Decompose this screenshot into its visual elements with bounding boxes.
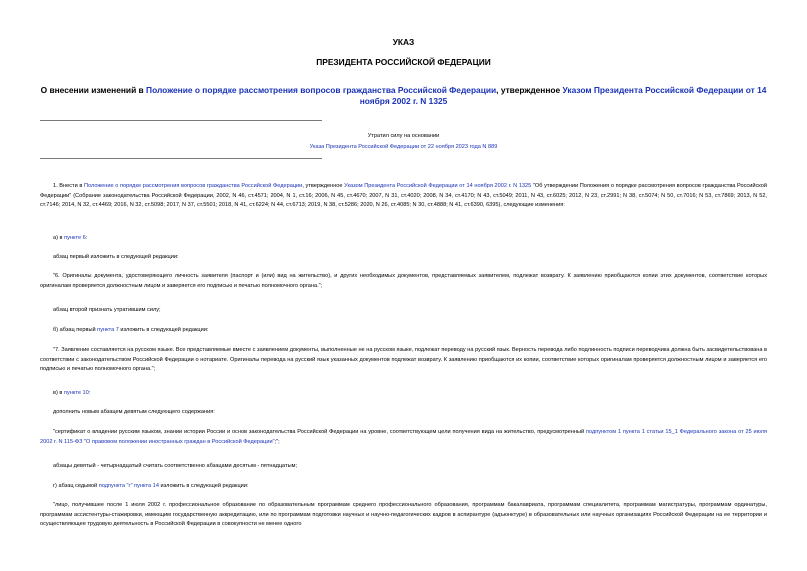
status-text: Утратил силу на основании: [367, 133, 440, 139]
quote-item-10: [40, 428, 767, 447]
item-a-para-2: абзац второй признать утратившим силу;: [53, 307, 161, 313]
issuer-heading: ПРЕЗИДЕНТА РОССИЙСКОЙ ФЕДЕРАЦИИ: [316, 57, 491, 67]
item-g: [40, 482, 767, 492]
item-g-text-2: изложить в следующей редакции:: [158, 483, 249, 489]
paragraph-1: [40, 182, 767, 211]
quote-item-6: "6. Оригиналы документа, удостоверяющего личность заявителя (паспорт и (или) вид на жительство), и других необходимых документов, представляемых заявителем, подлежат возврату. К заявлению приобщаются копии этих документов, соответствие которых оригиналам проверяется должностным лицом и заверяется его подписью и печатью полномочного органа.";: [40, 273, 767, 289]
item-b-link[interactable]: пункта 7: [97, 327, 119, 333]
p1-text-3: "Об утверждении Положения о порядке рассмотрения вопросов гражданства Российской Федерации" (Собрание законодательства Российской Федерации, 2002, N 46, ст.4571; 2004, N 1, ст.16; 2006, N 45, ст.4670; 2007, N 31, ст.4020; 2008, N 34, ст.4170; N 43, ст.5049; 2011, N 43, ст.6025; 2012, N 23, ст.2991; N 38, ст.5074; N 50, ст.7016; N 53, ст.7869; 2013, N 52, ст.7146; 2014, N 32, ст.4469; 2016, N 32, ст.5098; 2017, N 37, ст.5501; 2018, N 41, ст.6224; N 44, ст.6713; 2019, N 38, ст.5286; 2020, N 26, ст.4085; N 30, ст.4888; N 41, ст.6390, 6395), следующие изменения:: [40, 183, 768, 208]
divider-top: [40, 120, 322, 121]
doc-type-heading: УКАЗ: [392, 37, 415, 47]
item-g-link[interactable]: подпункта "г" пункта 14: [98, 483, 159, 489]
divider-bottom: [40, 158, 322, 159]
item-v: [40, 389, 767, 399]
quote-item-7: "7. Заявление составляется на русском языке. Все представляемые вместе с заявлением документы, выполненные не на русском языке, подлежат переводу на русский язык. Верность перевода либо подлинность подписи переводчика должна быть засвидетельствована в соответствии с законодательством Российской Федерации о нотариате. Оригиналы перевода на русский язык указанных документов подлежат возврату. К заявлению приобщаются их копии, соответствие которых оригиналам проверяется должностным лицом и заверяется его подписью и печатью полномочного органа.";: [40, 347, 767, 372]
p1-text-1: 1. Внести в: [53, 183, 84, 189]
quote-10-law-link[interactable]: подпунктом 1 пункта 1 статьи 15_1 Федерального закона от 25 июля 2002 г. N 115-ФЗ "О правовом положении иностранных граждан в Российской Федерации": [40, 429, 768, 445]
item-v-para-2: абзацы девятый - четырнадцатый считать соответственно абзацами десятым - пятнадцатым;: [53, 463, 298, 469]
quote-10-text-1: "сертификат о владении русским языком, знании истории России и основ законодательства Российской Федерации на уровне, соответствующем цели получения вида на жительство, предусмотренный: [53, 429, 586, 435]
title-text-1: О внесении изменений в: [40, 85, 147, 95]
item-v-link[interactable]: пункте 10: [63, 390, 89, 396]
item-a-text-2: :: [85, 235, 88, 241]
item-b-text-2: изложить в следующей редакции:: [118, 327, 209, 333]
item-a-link[interactable]: пункте 6: [64, 235, 86, 241]
repeal-decree-link[interactable]: Указа Президента Российской Федерации от 22 ноября 2023 года N 889: [309, 144, 498, 150]
title-text-2: , утвержденное: [496, 85, 563, 95]
item-v-text-2: :: [88, 390, 91, 396]
quote-10-text-2: ;";: [274, 438, 280, 445]
title-link-regulation[interactable]: Положение о порядке рассмотрения вопросов гражданства Российской Федерации: [146, 85, 497, 95]
item-g-text-1: г) абзац седьмой: [53, 483, 99, 489]
item-a-text-1: а) в: [53, 235, 65, 241]
document-title: [40, 85, 767, 107]
p1-link-decree[interactable]: Указом Президента Российской Федерации от 14 ноября 2002 г. N 1325: [344, 183, 532, 189]
title-link-decree[interactable]: Указом Президента Российской Федерации от 14 ноября 2002 г. N 1325: [359, 85, 767, 106]
quote-item-14: "лицо, получившее после 1 июля 2002 г. профессиональное образование по образовательным программам среднего профессионального образования, программам бакалавриата, программам специалитета, программам магистратуры, программам ординатуры, программам ассистентуры-стажировки, имеющим государственную аккредитацию, или по программам подготовки научных и научно-педагогических кадров в аспирантуре (адъюнктуре) в образовательных или научных организациях Российской Федерации на ее территории и осуществляющее трудовую деятельность в Российской Федерации в совокупности не менее одного: [40, 502, 767, 527]
status-container: [0, 144, 807, 150]
item-b-text-1: б) абзац первый: [53, 327, 98, 333]
item-b: [40, 326, 767, 336]
p1-text-2: , утвержденное: [302, 183, 345, 189]
item-a: [40, 234, 767, 244]
item-a-para-1: абзац первый изложить в следующей редакции:: [53, 254, 179, 260]
p1-link-regulation[interactable]: Положение о порядке рассмотрения вопросов гражданства Российской Федерации: [84, 183, 303, 189]
item-v-para-1: дополнить новым абзацем девятым следующего содержания:: [53, 409, 215, 415]
item-v-text-1: в) в: [53, 390, 64, 396]
